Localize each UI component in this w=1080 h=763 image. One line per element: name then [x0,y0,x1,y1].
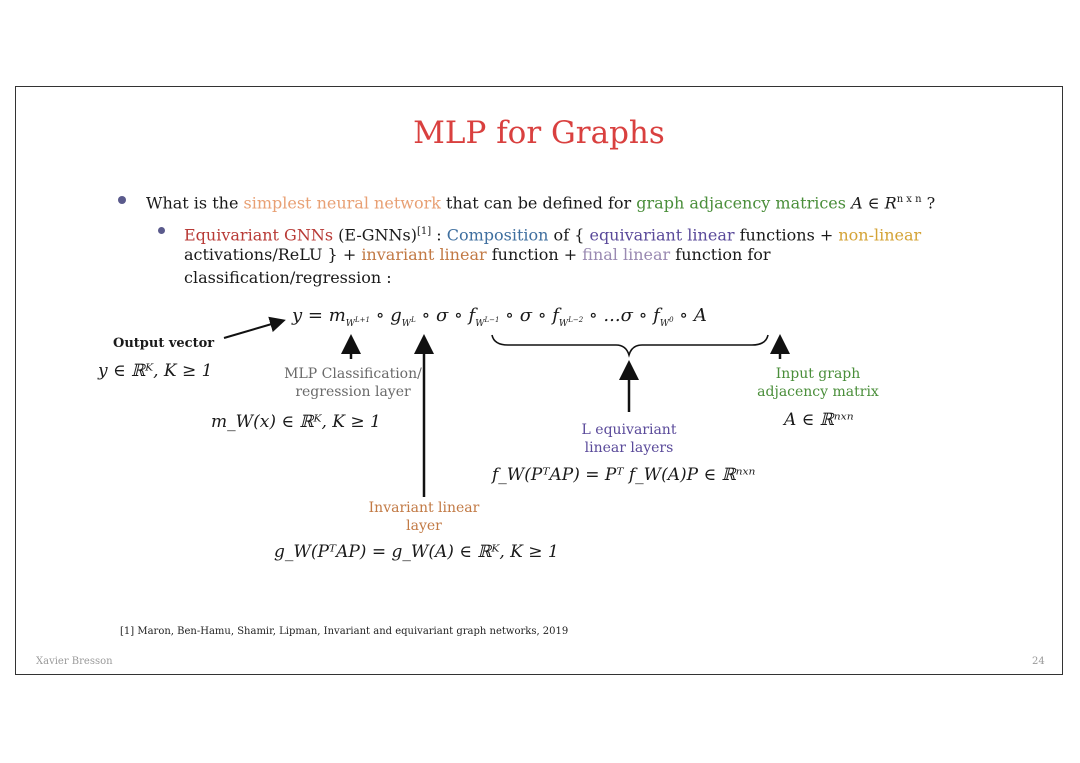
label-output-vector: Output vector [113,336,215,351]
text-run: : [431,225,447,245]
math-superscript: n x n [896,194,922,205]
label-mlp-layer [248,365,458,401]
math-A-in-R: A ∈ R [845,193,897,213]
page-number: 24 [1032,656,1045,667]
label-line: Input graph [775,366,861,382]
text-run: ? [921,193,936,213]
slide-frame [15,86,1063,675]
label-line: adjacency matrix [757,384,879,400]
label-line: layer [406,518,442,534]
highlight-invariant-linear: invariant linear [361,245,487,264]
main-equation: $y = m_{W^{L+1}}$ ∘ $g_{W^L}$ ∘ σ ∘ $f_{W^{L-1}}$ ∘ σ ∘ $f_{W^{L-2}}$ ∘ ...σ ∘ $f_{W^0}$ ∘ A [292,305,707,329]
footnote: [1] Maron, Ben-Hamu, Shamir, Lipman, Invariant and equivariant graph networks, 2019 [120,626,569,637]
label-line: linear layers [584,440,674,456]
math-output: y ∈ ℝᴷ, K ≥ 1 [98,361,213,381]
brace-equivariant [492,335,768,355]
text-run: functions + [734,225,839,245]
label-line: Invariant linear [368,500,480,516]
math-invariant: g_W(PᵀAP) = g_W(A) ∈ ℝᴷ, K ≥ 1 [274,542,559,562]
slide-title: MLP for Graphs [413,115,665,151]
label-line: regression layer [295,384,411,400]
highlight-composition: Composition [446,225,549,245]
highlight-simplest: simplest neural network [243,193,441,213]
label-invariant [344,499,504,535]
highlight-non-linear: non-linear [838,225,922,245]
text-run: } + [322,245,362,264]
label-line: L equivariant [581,422,677,438]
math-input: A ∈ ℝⁿˣⁿ [784,410,854,430]
math-mlp: m_W(x) ∈ ℝᴷ, K ≥ 1 [211,412,381,432]
text-run: that can be defined for [440,193,637,213]
highlight-equivariant-linear: equivariant linear [589,225,735,245]
math-equivariant: f_W(PᵀAP) = Pᵀ f_W(A)P ∈ ℝⁿˣⁿ [492,465,756,485]
highlight-final-linear: final linear [582,245,671,264]
highlight-equivariant-gnns: Equivariant GNNs [184,225,334,245]
text-run: function + [486,245,583,264]
citation-ref: [1] [417,226,432,237]
label-line: MLP Classification/ [284,366,422,382]
text-run: What is the [146,193,244,213]
arrow-output [224,321,282,338]
label-equivariant [554,421,704,457]
text-run: activations/ReLU [184,245,323,264]
text-run: (E-GNNs) [333,225,417,245]
highlight-graph-adjacency: graph adjacency matrices [636,193,846,213]
text-run: of { [548,225,590,245]
footer-author: Xavier Bresson [36,656,113,667]
bullet-2-line-3: classification/regression : [184,268,392,287]
text-run: function for [670,245,771,264]
label-input-graph [738,365,898,401]
